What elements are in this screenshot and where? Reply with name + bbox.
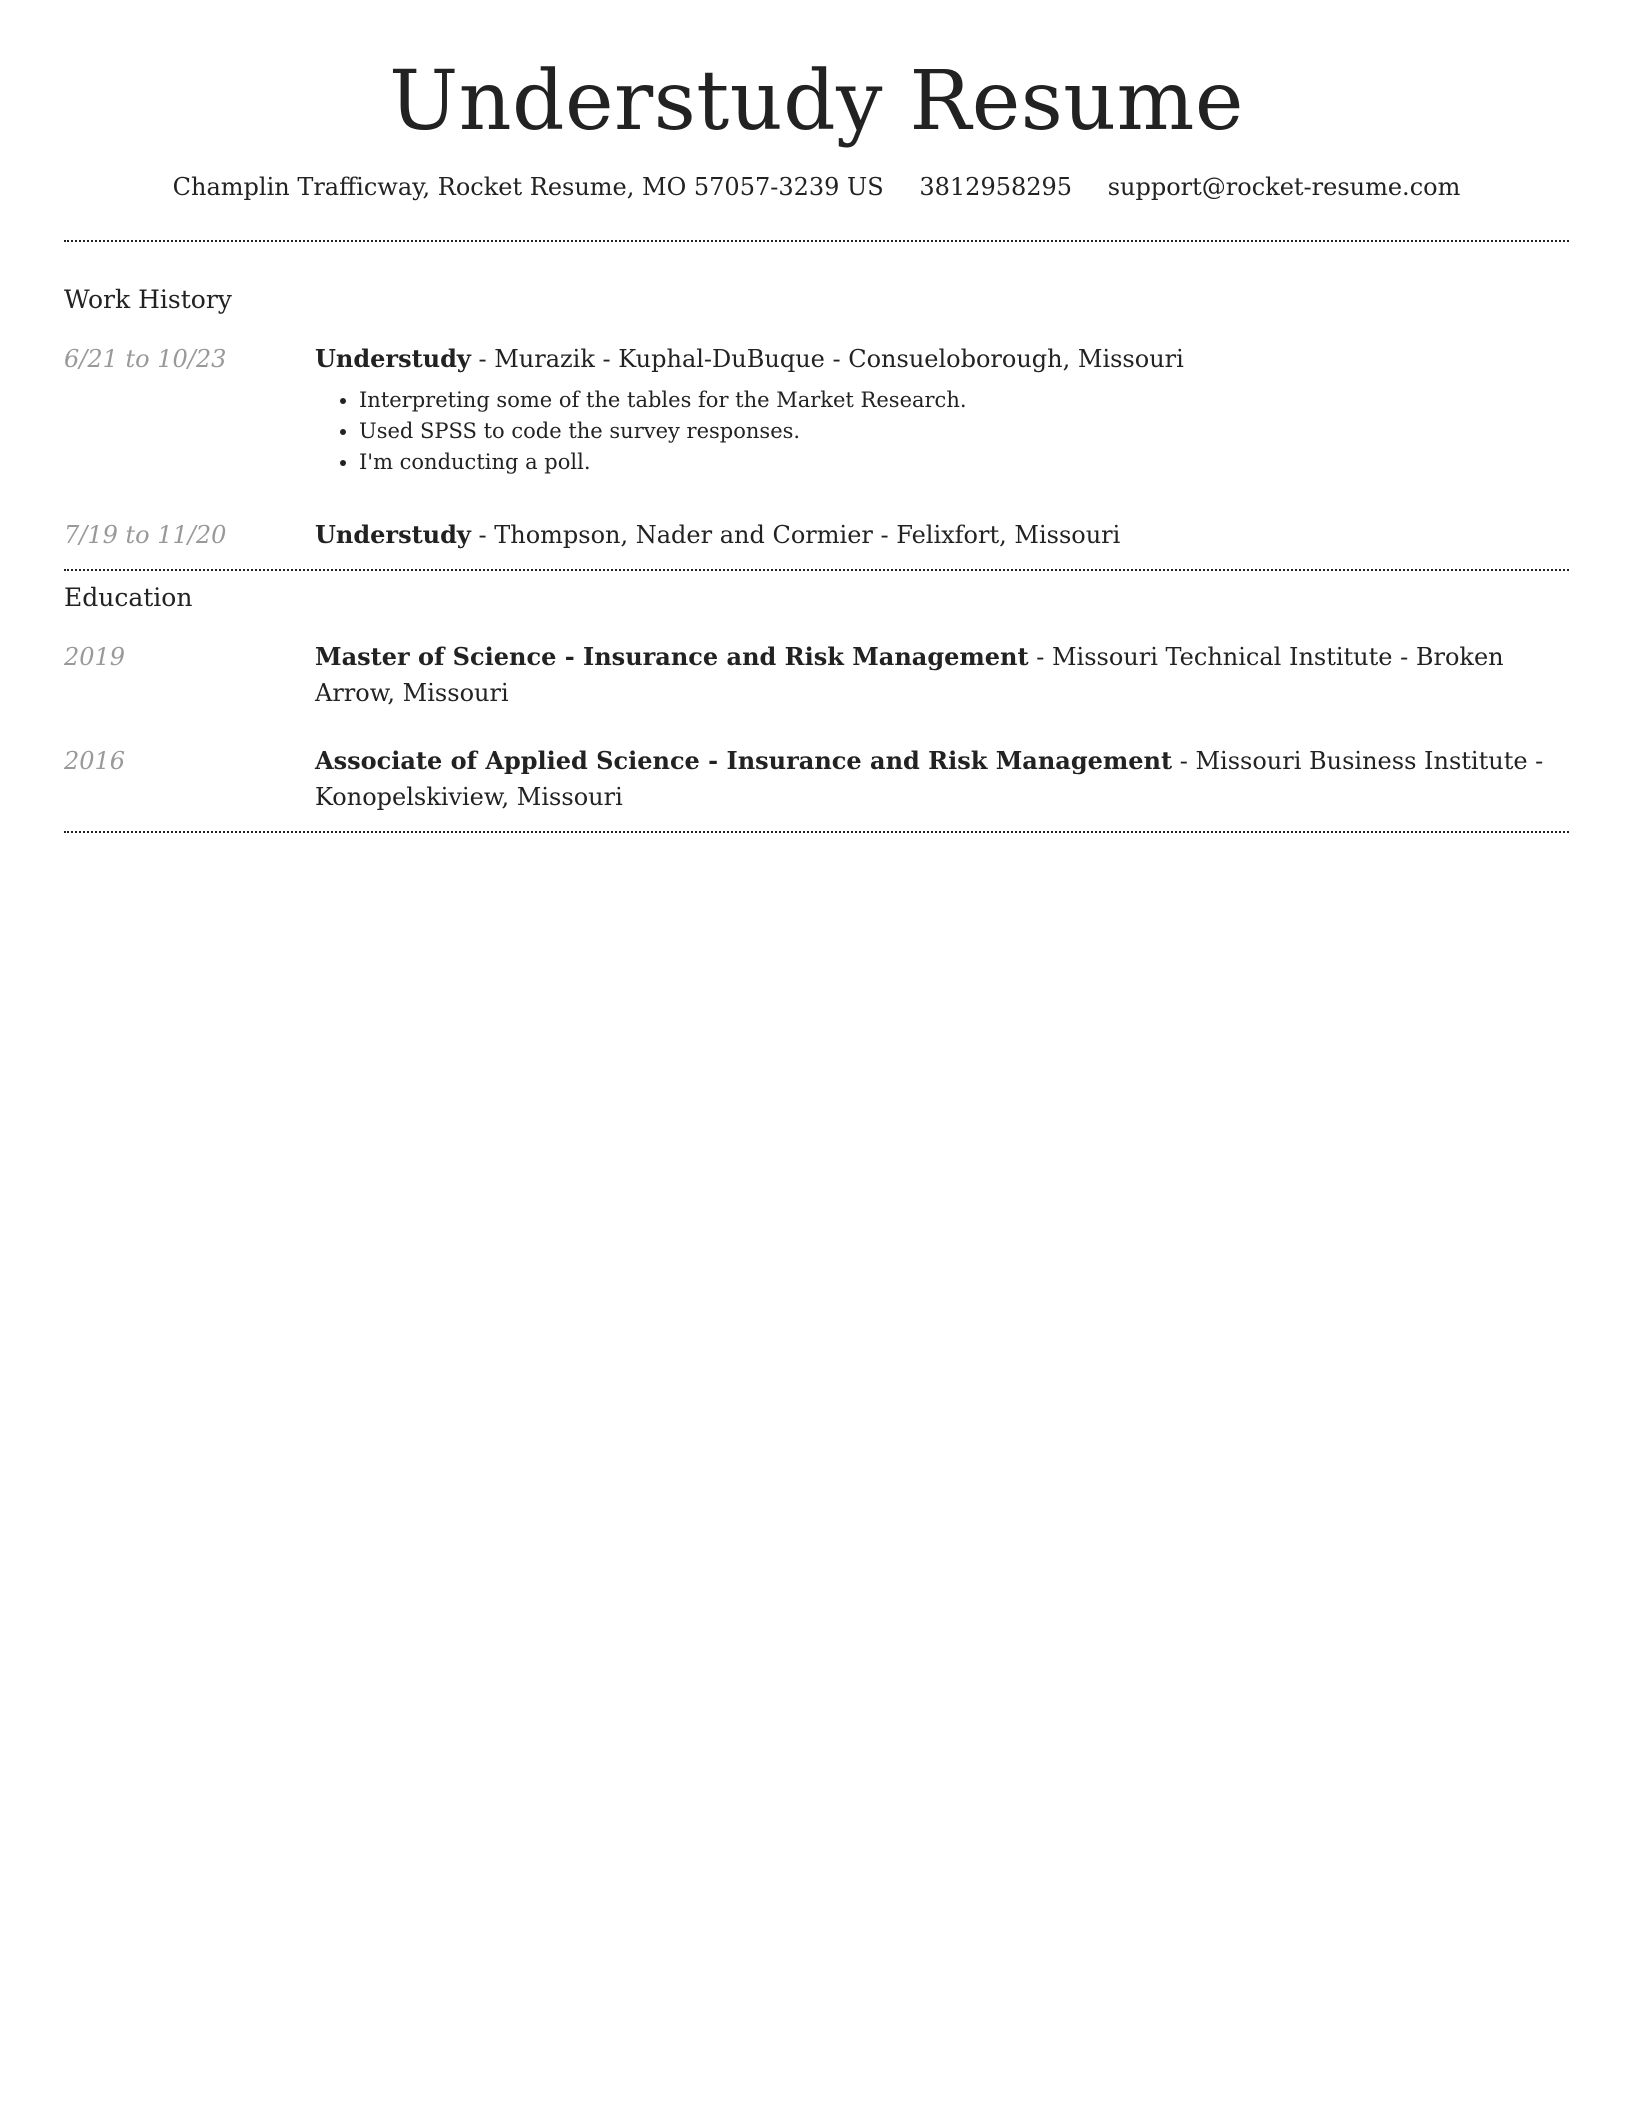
work-entry-heading (315, 341, 1569, 377)
education-divider (64, 831, 1569, 833)
resume-page (64, 0, 1569, 811)
work-history-divider (64, 569, 1569, 571)
education-entry-details: - Missouri Business Institute - Konopelskiview, Missouri (315, 747, 1544, 811)
contact-address: Champlin Trafficway, Rocket Resume, MO 57057-3239 US (172, 173, 884, 201)
contact-phone: 3812958295 (919, 173, 1073, 201)
education-entry-degree: Master of Science - Insurance and Risk Management (315, 642, 1029, 671)
resume-name: Understudy Resume (389, 54, 1244, 149)
contact-line (64, 170, 1569, 204)
work-entry-dates: 6/21 to 10/23 (64, 345, 227, 373)
header-divider (64, 240, 1569, 242)
work-entry-details: - Murazik - Kuphal-DuBuque - Consueloborough, Missouri (470, 345, 1184, 373)
education-entry-body (315, 639, 1569, 711)
list-item: • Used SPSS to code the survey responses. (359, 416, 1569, 447)
work-entry-body (315, 517, 1569, 553)
list-item: • Interpreting some of the tables for the Market Research. (359, 385, 1569, 416)
section-title-work-history: Work History (64, 285, 232, 314)
education-entry-degree: Associate of Applied Science - Insurance and Risk Management (315, 746, 1173, 775)
work-entry-role: Understudy (315, 520, 471, 549)
education-entry-year: 2016 (64, 747, 126, 775)
work-entry-dates: 7/19 to 11/20 (64, 521, 227, 549)
education-entry-details: - Missouri Technical Institute - Broken Arrow, Missouri (315, 643, 1504, 707)
list-item: • I'm conducting a poll. (359, 447, 1569, 478)
work-entry-role: Understudy (315, 344, 471, 373)
work-entry-bullets (315, 385, 1569, 478)
contact-email[interactable]: support@rocket-resume.com (1107, 173, 1461, 201)
work-entry-body (315, 341, 1569, 478)
work-entry-heading (315, 517, 1569, 553)
section-title-education: Education (64, 583, 193, 612)
work-entry-details: - Thompson, Nader and Cormier - Felixfort, Missouri (470, 521, 1121, 549)
education-entry-year: 2019 (64, 643, 126, 671)
education-entry-body (315, 743, 1569, 815)
